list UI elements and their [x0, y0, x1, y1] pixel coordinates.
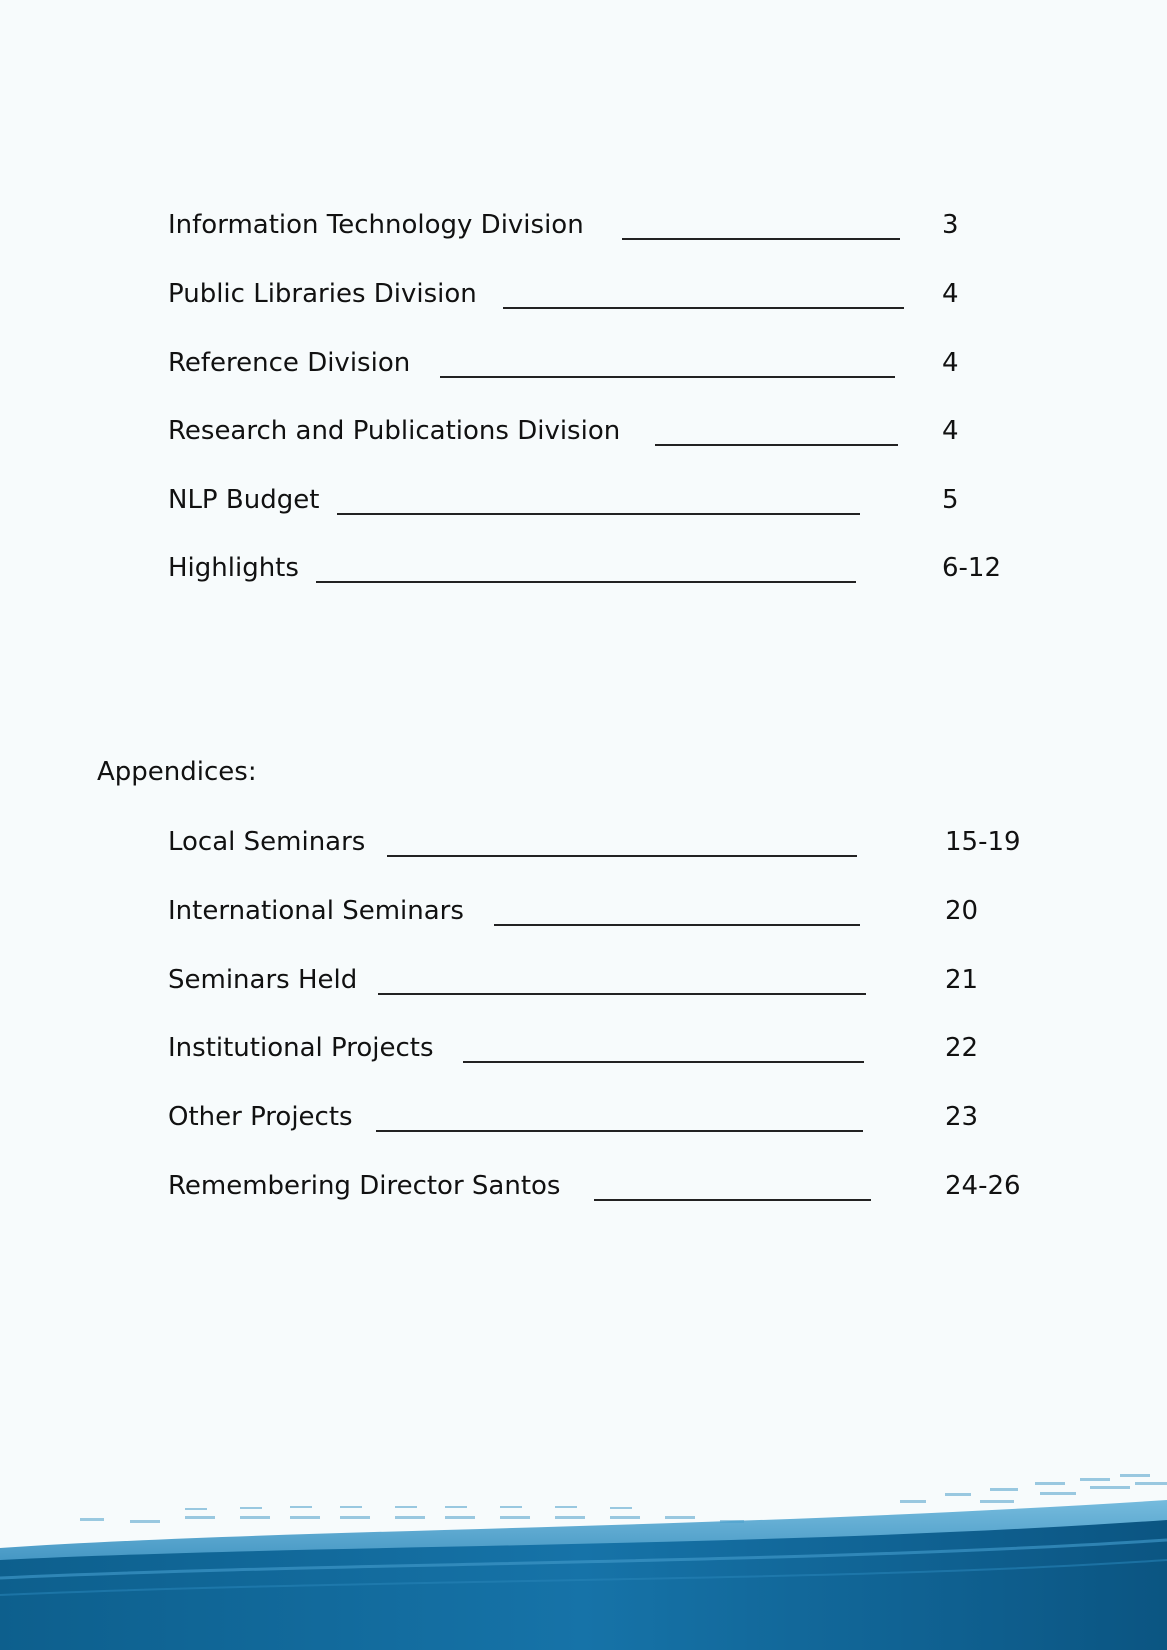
- leader-line: [463, 1061, 864, 1063]
- leader-line: [622, 238, 900, 240]
- leader-line: [378, 993, 866, 995]
- leader-line: [655, 444, 898, 446]
- leader-line: [503, 307, 904, 309]
- leader-line: [494, 924, 860, 926]
- appendix-entry-page: 23: [945, 1102, 979, 1132]
- appendix-entry-label: Seminars Held: [168, 965, 358, 995]
- toc-entry-label: Reference Division: [168, 348, 411, 378]
- appendix-entry-label: Other Projects: [168, 1102, 353, 1132]
- appendix-entry-page: 22: [945, 1033, 979, 1063]
- toc-entry-label: Information Technology Division: [168, 210, 584, 240]
- toc-entry-page: 6-12: [942, 553, 1002, 583]
- appendices-heading: Appendices:: [97, 757, 257, 787]
- appendix-entry-page: 24-26: [945, 1171, 1021, 1201]
- toc-entry-label: Research and Publications Division: [168, 416, 621, 446]
- appendix-entry-page: 20: [945, 896, 979, 926]
- footer-wave-decoration: [0, 1460, 1167, 1650]
- toc-entry-page: 4: [942, 279, 959, 309]
- appendix-entry-label: International Seminars: [168, 896, 464, 926]
- appendix-entry-label: Institutional Projects: [168, 1033, 434, 1063]
- leader-line: [387, 855, 857, 857]
- appendix-entry-page: 21: [945, 965, 979, 995]
- toc-entry-page: 4: [942, 416, 959, 446]
- leader-line: [440, 376, 895, 378]
- toc-entry-page: 3: [942, 210, 959, 240]
- toc-entry-label: Highlights: [168, 553, 299, 583]
- appendix-entry-label: Local Seminars: [168, 827, 366, 857]
- toc-entry-label: Public Libraries Division: [168, 279, 477, 309]
- toc-entry-page: 4: [942, 348, 959, 378]
- toc-entry-page: 5: [942, 485, 959, 515]
- toc-entry-label: NLP Budget: [168, 485, 320, 515]
- appendix-entry-page: 15-19: [945, 827, 1021, 857]
- leader-line: [376, 1130, 863, 1132]
- leader-line: [316, 581, 856, 583]
- appendix-entry-label: Remembering Director Santos: [168, 1171, 561, 1201]
- leader-line: [594, 1199, 871, 1201]
- leader-line: [337, 513, 860, 515]
